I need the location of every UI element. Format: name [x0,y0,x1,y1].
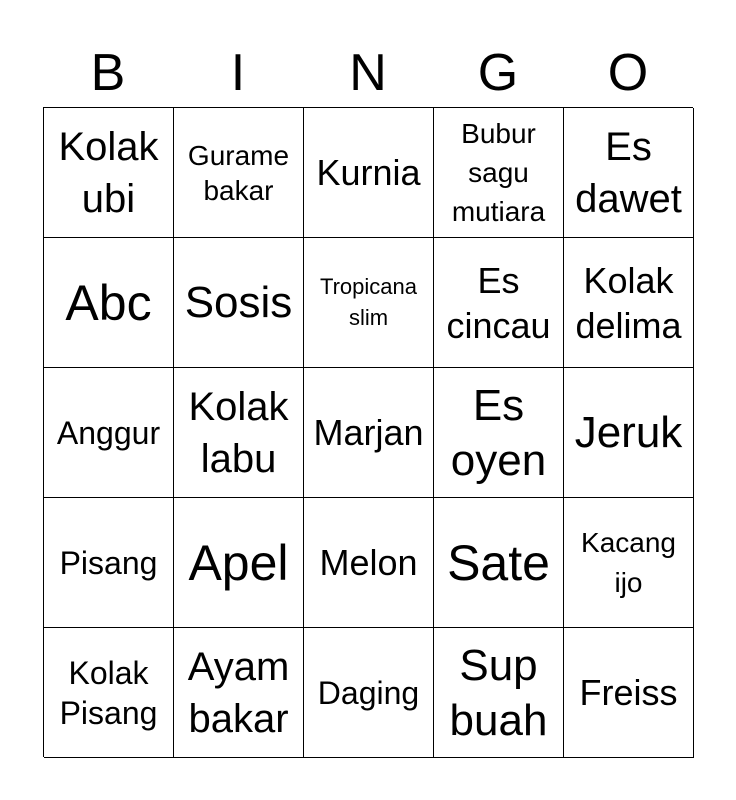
bingo-cell[interactable] [304,368,434,498]
cell-label: Kacang ijo [581,527,676,598]
bingo-cell[interactable] [564,498,694,628]
cell-label: Kolak delima [575,259,682,346]
cell-label: Freiss [579,672,678,713]
cell-label: Kolak labu [188,384,289,481]
cell-label: Tropicana slim [319,273,417,330]
bingo-cell[interactable] [44,368,174,498]
bingo-cell[interactable] [44,498,174,628]
cell-label: Abc [65,274,152,331]
bingo-cell[interactable] [434,108,564,238]
header-letter-b: B [90,44,126,102]
bingo-cell[interactable] [434,628,564,758]
bingo-cell[interactable] [304,628,434,758]
bingo-cell[interactable] [304,108,434,238]
cell-label: Anggur [56,414,161,451]
cell-label: Es dawet [575,124,682,221]
cell-label: Es oyen [450,380,547,485]
cell-label: Kolak ubi [58,124,159,221]
header-letter-n: N [349,44,387,102]
cell-label: Gurame bakar [187,139,290,206]
cell-label: Ayam bakar [187,644,290,741]
bingo-header [43,40,693,106]
bingo-cell[interactable] [174,238,304,368]
cell-label: Melon [319,542,418,583]
cell-label: Marjan [313,412,424,453]
bingo-cell[interactable] [174,108,304,238]
cell-label: Es cincau [446,259,551,346]
header-letter-g: G [477,44,519,102]
bingo-cell[interactable] [564,628,694,758]
cell-label: Kurnia [316,152,421,193]
bingo-cell[interactable] [44,238,174,368]
cell-label: Sate [447,534,550,591]
bingo-cell[interactable] [304,498,434,628]
bingo-cell[interactable] [434,498,564,628]
bingo-board [43,107,693,757]
cell-label: Daging [317,674,420,711]
cell-label: Jeruk [574,408,683,457]
bingo-cell[interactable] [434,238,564,368]
bingo-cell[interactable] [304,238,434,368]
cell-label: Kolak Pisang [59,654,158,731]
bingo-cell[interactable] [564,368,694,498]
cell-label: Bubur sagu mutiara [451,117,546,228]
bingo-cell[interactable] [174,498,304,628]
bingo-cell[interactable] [564,108,694,238]
bingo-cell[interactable] [174,628,304,758]
bingo-cell[interactable] [434,368,564,498]
header-letter-o: O [607,44,649,102]
bingo-cell[interactable] [174,368,304,498]
bingo-cell[interactable] [44,108,174,238]
bingo-cell[interactable] [44,628,174,758]
cell-label: Sosis [184,278,293,327]
bingo-cell[interactable] [564,238,694,368]
header-letter-i: I [230,44,246,102]
cell-label: Sup buah [449,640,548,745]
cell-label: Apel [188,534,289,591]
cell-label: Pisang [59,544,158,581]
